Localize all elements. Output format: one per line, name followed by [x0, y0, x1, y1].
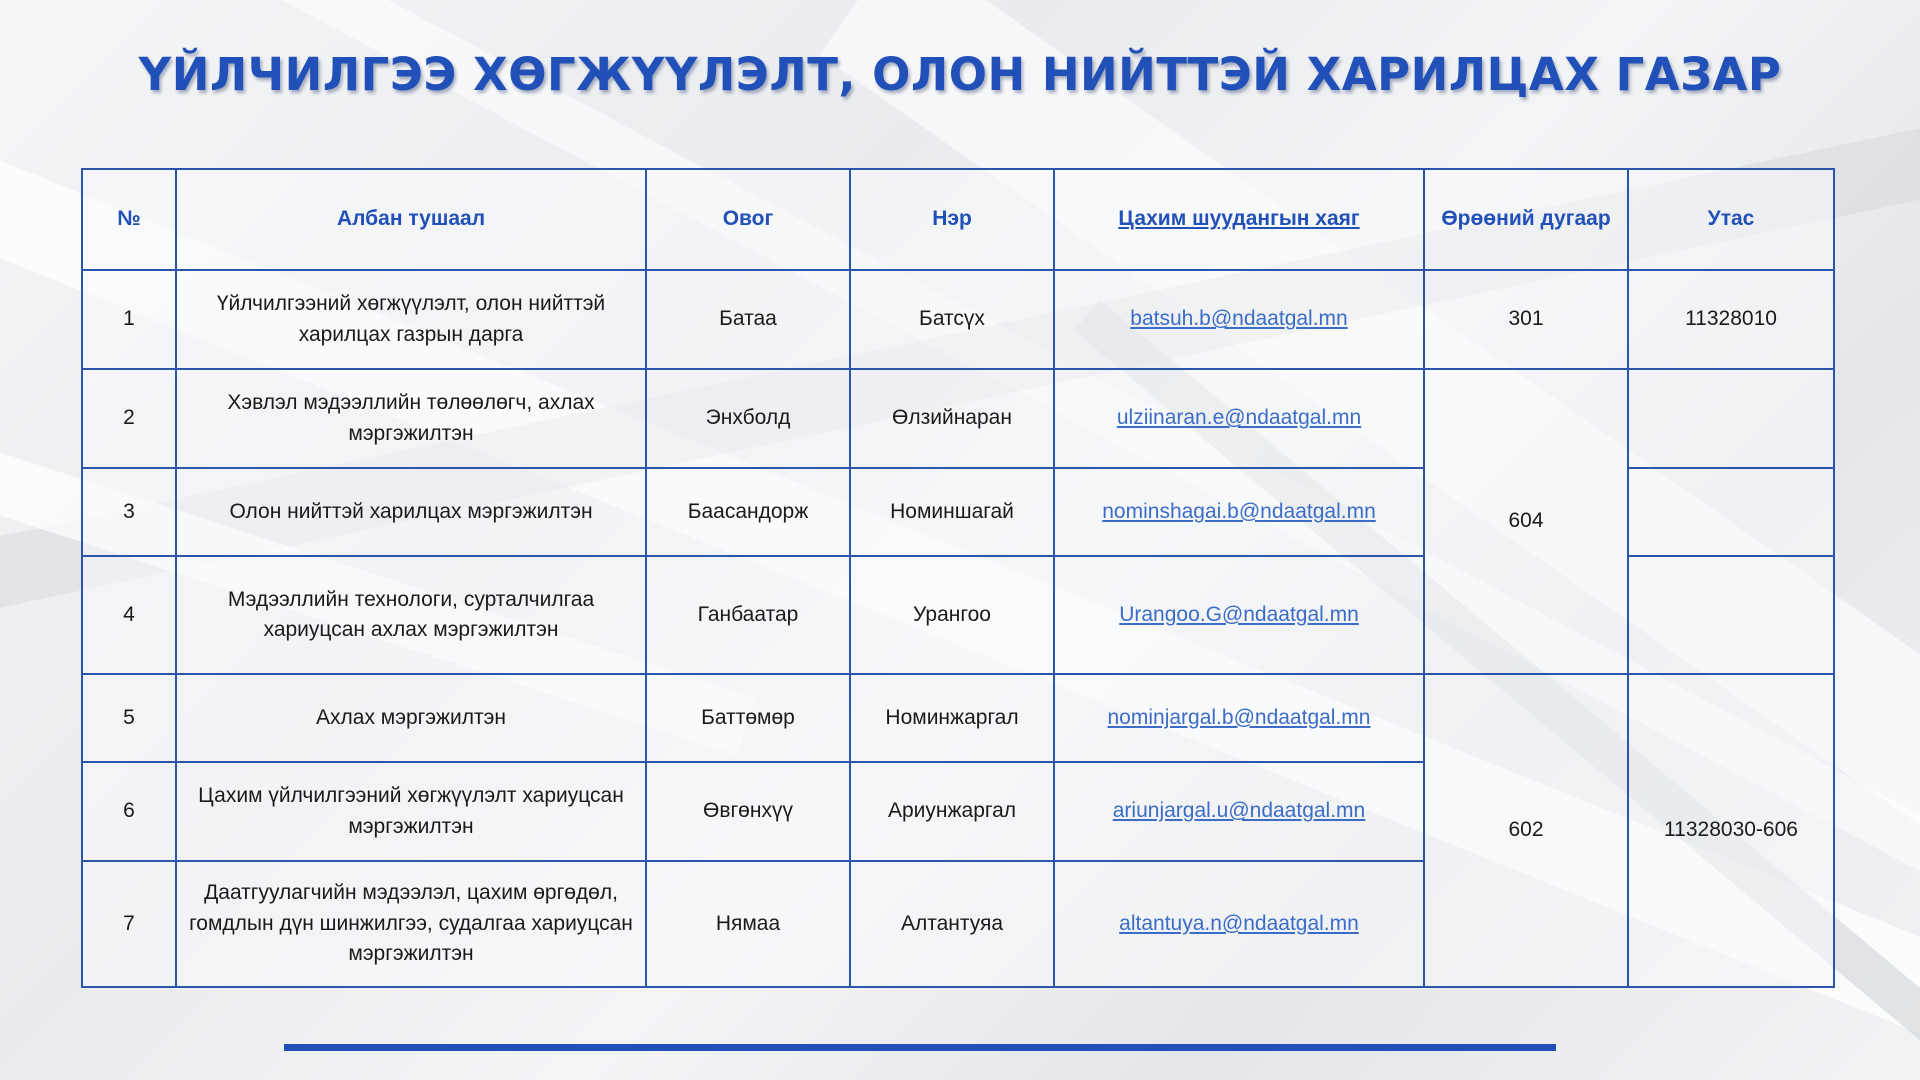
row-surname: Баасандорж	[646, 468, 850, 556]
row-surname: Баттөмөр	[646, 674, 850, 762]
row-email-cell	[1054, 674, 1424, 762]
email-link[interactable]: Urangoo.G@ndaatgal.mn	[1119, 602, 1359, 626]
header-name: Нэр	[850, 169, 1054, 270]
row-name: Ариунжаргал	[850, 762, 1054, 861]
header-room: Өрөөний дугаар	[1424, 169, 1628, 270]
phone-empty	[1628, 369, 1834, 468]
email-link[interactable]: batsuh.b@ndaatgal.mn	[1130, 307, 1348, 331]
row-email-cell	[1054, 270, 1424, 369]
row-surname: Ганбаатар	[646, 556, 850, 674]
phone-number: 11328010	[1628, 270, 1834, 369]
row-email-cell	[1054, 556, 1424, 674]
room-number: 602	[1424, 674, 1628, 987]
row-name: Батсүх	[850, 270, 1054, 369]
page-title: ҮЙЛЧИЛГЭЭ ХӨГЖҮҮЛЭЛТ, ОЛОН НИЙТТЭЙ ХАРИЛЦАХ ГАЗАР	[138, 48, 1782, 101]
row-email-cell	[1054, 468, 1424, 556]
row-number: 5	[82, 674, 176, 762]
row-name: Урангоо	[850, 556, 1054, 674]
staff-table	[81, 168, 1835, 988]
room-number: 604	[1424, 369, 1628, 674]
row-position: Мэдээллийн технологи, сурталчилгаа хариуцсан ахлах мэргэжилтэн	[176, 556, 646, 674]
row-surname: Өвгөнхүү	[646, 762, 850, 861]
header-position: Албан тушаал	[176, 169, 646, 270]
row-name: Номинжаргал	[850, 674, 1054, 762]
row-name: Алтантуяа	[850, 861, 1054, 987]
phone-empty	[1628, 468, 1834, 556]
row-number: 4	[82, 556, 176, 674]
row-number: 7	[82, 861, 176, 987]
table-header-row	[82, 169, 1834, 270]
email-link[interactable]: ulziinaran.e@ndaatgal.mn	[1116, 406, 1362, 430]
table-row	[82, 674, 1834, 762]
email-link[interactable]: nominjargal.b@ndaatgal.mn	[1107, 705, 1371, 729]
row-position: Цахим үйлчилгээний хөгжүүлэлт хариуцсан мэргэжилтэн	[176, 762, 646, 861]
row-email-cell	[1054, 861, 1424, 987]
row-email-cell	[1054, 762, 1424, 861]
row-email-cell	[1054, 369, 1424, 468]
table-row	[82, 369, 1834, 468]
row-position: Ахлах мэргэжилтэн	[176, 674, 646, 762]
row-surname: Батаа	[646, 270, 850, 369]
header-email-label: Цахим шуудангын хаяг	[1118, 207, 1360, 231]
email-link[interactable]: altantuya.n@ndaatgal.mn	[1119, 911, 1359, 935]
email-link[interactable]: nominshagai.b@ndaatgal.mn	[1102, 499, 1376, 523]
row-position: Олон нийттэй харилцах мэргэжилтэн	[176, 468, 646, 556]
phone-empty	[1628, 556, 1834, 674]
row-name: Номиншагай	[850, 468, 1054, 556]
row-surname: Энхболд	[646, 369, 850, 468]
header-no: №	[82, 169, 176, 270]
phone-number: 11328030-606	[1628, 674, 1834, 987]
header-phone: Утас	[1628, 169, 1834, 270]
row-number: 1	[82, 270, 176, 369]
row-name: Өлзийнаран	[850, 369, 1054, 468]
room-number: 301	[1424, 270, 1628, 369]
row-position: Даатгуулагчийн мэдээлэл, цахим өргөдөл, гомдлын дүн шинжилгээ, судалгаа хариуцсан мэргэжилтэн	[176, 861, 646, 987]
bottom-divider	[284, 1044, 1556, 1051]
row-number: 2	[82, 369, 176, 468]
row-number: 6	[82, 762, 176, 861]
header-surname: Овог	[646, 169, 850, 270]
row-position: Хэвлэл мэдээллийн төлөөлөгч, ахлах мэргэжилтэн	[176, 369, 646, 468]
table-row	[82, 270, 1834, 369]
header-email	[1054, 169, 1424, 270]
row-surname: Нямаа	[646, 861, 850, 987]
row-number: 3	[82, 468, 176, 556]
row-position: Үйлчилгээний хөгжүүлэлт, олон нийттэй харилцах газрын дарга	[176, 270, 646, 369]
email-link[interactable]: ariunjargal.u@ndaatgal.mn	[1112, 799, 1366, 823]
